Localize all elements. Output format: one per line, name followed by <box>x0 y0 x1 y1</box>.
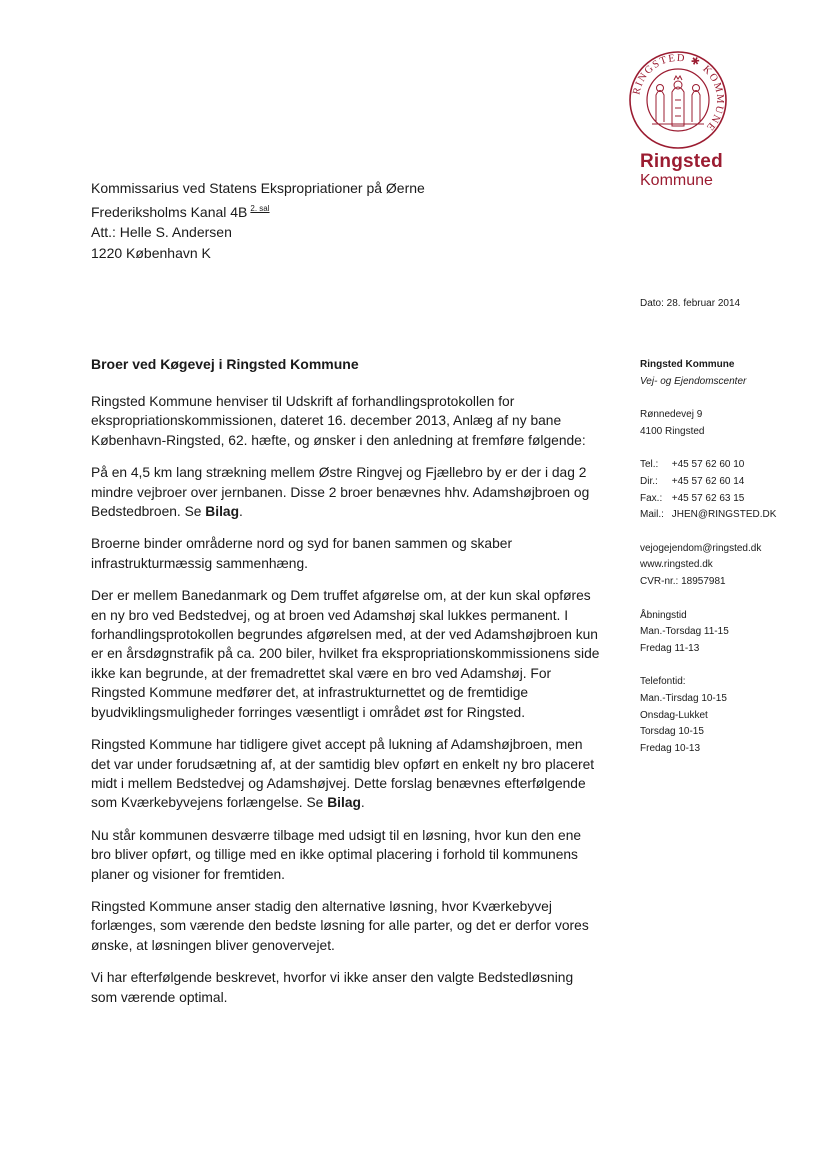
body-paragraph-5 <box>91 735 601 813</box>
sender-web-group <box>640 541 820 591</box>
recipient-street: Frederiksholms Kanal 4B <box>91 203 248 220</box>
letter-body <box>91 392 601 1020</box>
body-paragraph-2 <box>91 463 601 521</box>
body-paragraph-3: Broerne binder områderne nord og syd for banen sammen og skaber infrastrukturmæssig sammenhæng. <box>91 536 513 571</box>
recipient-floor: 2. sal <box>250 203 270 213</box>
sender-street: Rønnedevej 9 <box>640 409 703 421</box>
body-paragraph-5-end: . <box>360 795 365 811</box>
tel-row <box>640 457 820 474</box>
mail-value: JHEN@RINGSTED.DK <box>671 509 777 521</box>
seal-icon <box>628 50 728 150</box>
sender-phone-group <box>640 457 820 523</box>
recipient-line3: Att.: Helle S. Andersen <box>91 224 232 240</box>
recipient-line2 <box>91 199 425 223</box>
body-paragraph-6: Nu står kommunen desværre tilbage med udsigt til en løsning, hvor kun den ene bro bliver opført, og tillige med en ikke optimal placering i forhold til kommunens planer og visioner for fremtiden. <box>91 827 582 882</box>
sender-email: vejogejendom@ringsted.dk <box>640 542 762 554</box>
org-name-line1: Ringsted <box>640 151 723 172</box>
phone-hours-4: Fredag 10-13 <box>640 742 701 754</box>
fax-value: +45 57 62 63 15 <box>671 492 745 504</box>
sender-address-group <box>640 407 820 440</box>
letter-date: Dato: 28. februar 2014 <box>640 298 741 309</box>
recipient-address <box>91 178 425 263</box>
dir-label: Dir.: <box>640 475 658 487</box>
sender-org: Ringsted Kommune <box>640 359 735 370</box>
phone-hours-group <box>640 674 820 757</box>
letter-subject: Broer ved Køgevej i Ringsted Kommune <box>91 356 359 372</box>
sender-sidebar <box>640 357 820 774</box>
bilag-reference: Bilag <box>327 795 361 811</box>
fax-row <box>640 491 820 508</box>
ringsted-seal-logo <box>628 50 728 150</box>
org-name-line2: Kommune <box>640 172 713 189</box>
org-name <box>640 152 723 189</box>
sender-org-group <box>640 357 820 390</box>
body-paragraph-2-end: . <box>239 504 243 520</box>
body-paragraph-4: Der er mellem Banedanmark og Dem truffet afgørelse om, at der kun skal opføres en ny bro ved Bedstedvej, og at broen ved Adamshøj skal lukkes permanent. I forhandlingsprotokollen begrundes afgørelsen med, at der ved Adamshøjbroen kun er en årsdøgnstrafik på ca. 200 biler, hvilket fra ekspropriationskommissionens side ikke kan begrunde, at der fremadrettet skal være en bro ved Adamshøj. For Ringsted Kommune medfører det, at infrastrukturnettet og de fremtidige byudviklingsmuligheder forringes væsentligt i området øst for Ringsted. <box>91 588 600 720</box>
opening-hours-title: Åbningstid <box>640 609 687 621</box>
tel-value: +45 57 62 60 10 <box>671 459 745 471</box>
opening-hours-1: Man.-Torsdag 11-15 <box>640 626 729 638</box>
dir-row <box>640 474 820 491</box>
tel-label: Tel.: <box>640 459 659 471</box>
fax-label: Fax.: <box>640 492 663 504</box>
mail-row <box>640 507 820 524</box>
recipient-line4: 1220 København K <box>91 244 211 261</box>
sender-cvr: CVR-nr.: 18957981 <box>640 575 726 587</box>
phone-hours-title: Telefontid: <box>640 676 686 688</box>
body-paragraph-5-text: Ringsted Kommune har tidligere givet accept på lukning af Adamshøjbroen, men det var under forudsætning af, at der samtidig blev opført en enkelt ny bro placeret midt i mellem Bedstedvej og Adamshøjvej. Dette forslag benævnes efterfølgende som Kværkebyvejens forlængelse. Se <box>91 737 595 811</box>
body-paragraph-8: Vi har efterfølgende beskrevet, hvorfor vi ikke anser den valgte Bedstedløsning som værende optimal. <box>91 970 574 1005</box>
bilag-reference: Bilag <box>205 504 240 520</box>
dir-value: +45 57 62 60 14 <box>671 475 745 487</box>
body-paragraph-7: Ringsted Kommune anser stadig den alternative løsning, hvor Kværkebyvej forlænges, som værende den bedste løsning for alle parter, og det er derfor vores ønske, at løsningen bliver genovervejet. <box>91 898 589 953</box>
body-paragraph-2-text: På en 4,5 km lang strækning mellem Østre Ringvej og Fjællebro by er der i dag 2 mindre vejbroer over jernbanen. Disse 2 broer benævnes hhv. Adamshøjbroen og Bedstedbroen. Se <box>91 465 590 520</box>
opening-hours-group <box>640 608 820 658</box>
sender-dept: Vej- og Ejendomscenter <box>640 375 747 387</box>
recipient-line1: Kommissarius ved Statens Ekspropriationer på Øerne <box>91 180 425 196</box>
sender-website: www.ringsted.dk <box>640 559 713 571</box>
phone-hours-1: Man.-Tirsdag 10-15 <box>640 692 727 704</box>
mail-label: Mail.: <box>640 509 664 521</box>
phone-hours-2: Onsdag-Lukket <box>640 709 708 721</box>
opening-hours-2: Fredag 11-13 <box>640 642 700 654</box>
seal-text: RINGSTED ✱ KOMMUNE <box>631 52 726 134</box>
phone-hours-3: Torsdag 10-15 <box>640 726 704 738</box>
sender-city: 4100 Ringsted <box>640 425 705 437</box>
body-paragraph-1: Ringsted Kommune henviser til Udskrift af forhandlingsprotokollen for ekspropriationskommissionen, dateret 16. december 2013, Anlæg af ny bane København-Ringsted, 62. hæfte, og ønsker i den anledning at fremføre følgende: <box>91 394 586 448</box>
